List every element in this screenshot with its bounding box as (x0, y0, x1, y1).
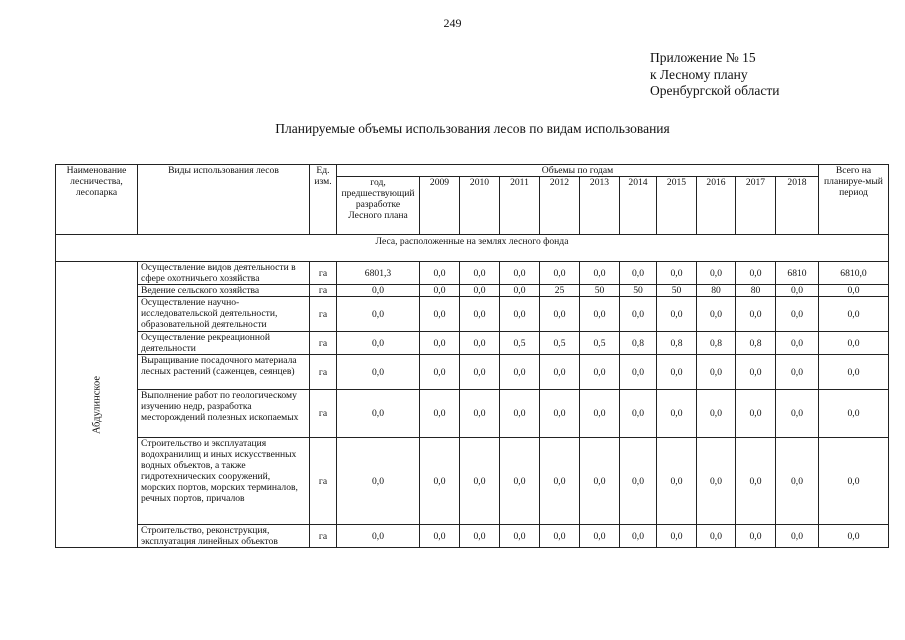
unit-cell: га (310, 297, 337, 332)
year-value: 0,0 (736, 355, 776, 390)
page-number: 249 (443, 16, 462, 30)
year-value: 0,0 (420, 390, 460, 438)
unit-cell: га (310, 285, 337, 297)
year-value: 0,0 (620, 355, 657, 390)
unit-cell: га (310, 262, 337, 285)
year-value: 0,0 (460, 285, 500, 297)
year-value: 0,5 (500, 332, 540, 355)
appendix-line-1: Приложение № 15 (650, 50, 756, 65)
year-value: 0,0 (736, 262, 776, 285)
year-value: 80 (697, 285, 736, 297)
year-value: 0,0 (736, 390, 776, 438)
year-value: 80 (736, 285, 776, 297)
year-value: 0,0 (420, 297, 460, 332)
header-year: 2010 (460, 177, 500, 235)
unit-cell: га (310, 438, 337, 525)
year-value: 0,0 (500, 525, 540, 548)
year-value: 0,0 (620, 297, 657, 332)
year-value: 0,0 (697, 390, 736, 438)
year-value: 0,0 (776, 355, 819, 390)
usage-type-cell: Осуществление рекреационной деятельности (138, 332, 310, 355)
year-value: 50 (657, 285, 697, 297)
table-row (56, 438, 889, 525)
header-year: 2012 (540, 177, 580, 235)
header-year: 2014 (620, 177, 657, 235)
appendix-line-2: к Лесному плану (650, 66, 748, 82)
year-value: 0,0 (540, 262, 580, 285)
unit-cell: га (310, 332, 337, 355)
year-value: 0,0 (580, 262, 620, 285)
total-value: 0,0 (819, 332, 889, 355)
table-row (56, 332, 889, 355)
year-value: 0,8 (657, 332, 697, 355)
year-value: 50 (580, 285, 620, 297)
header-usage-type: Виды использования лесов (138, 165, 310, 235)
forestry-name-cell (56, 262, 138, 548)
year-value: 0,0 (580, 355, 620, 390)
prev-year-value: 0,0 (337, 332, 420, 355)
year-value: 0,0 (500, 390, 540, 438)
header-prev-year: год, предшествующий разработке Лесного плана (337, 177, 420, 235)
unit-cell: га (310, 390, 337, 438)
usage-type-cell: Выполнение работ по геологическому изучению недр, разработка месторождений полезных ископаемых (138, 390, 310, 438)
year-value: 0,0 (697, 355, 736, 390)
header-total: Всего на планируе-мый период (819, 165, 889, 235)
year-value: 0,0 (500, 355, 540, 390)
year-value: 0,0 (776, 332, 819, 355)
year-value: 0,0 (540, 355, 580, 390)
year-value: 0,0 (580, 438, 620, 525)
total-value: 6810,0 (819, 262, 889, 285)
year-value: 0,0 (420, 355, 460, 390)
year-value: 0,0 (460, 262, 500, 285)
year-value: 0,0 (500, 262, 540, 285)
year-value: 0,0 (420, 525, 460, 548)
usage-type-cell: Осуществление видов деятельности в сфере охотничьего хозяйства (138, 262, 310, 285)
year-value: 0,0 (540, 525, 580, 548)
unit-cell: га (310, 525, 337, 548)
year-value: 0,0 (736, 438, 776, 525)
forestry-name: Абдулинское (91, 375, 102, 434)
year-value: 0,0 (697, 262, 736, 285)
year-value: 0,0 (420, 332, 460, 355)
prev-year-value: 0,0 (337, 525, 420, 548)
prev-year-value: 0,0 (337, 355, 420, 390)
year-value: 0,0 (620, 438, 657, 525)
table-row (56, 355, 889, 390)
year-value: 0,0 (776, 297, 819, 332)
header-year: 2018 (776, 177, 819, 235)
table-row (56, 297, 889, 332)
year-value: 0,0 (460, 390, 500, 438)
total-value: 0,0 (819, 438, 889, 525)
table-row (56, 390, 889, 438)
usage-type-cell: Строительство и эксплуатация водохранилищ и иных искусственных водных объектов, а также гидротехнических сооружений, морских портов, морских терминалов, речных портов, причалов (138, 438, 310, 525)
year-value: 0,0 (540, 297, 580, 332)
total-value: 0,0 (819, 285, 889, 297)
year-value: 0,0 (657, 390, 697, 438)
year-value: 0,0 (776, 438, 819, 525)
year-value: 0,0 (540, 390, 580, 438)
year-value: 0,0 (620, 390, 657, 438)
year-value: 0,0 (460, 355, 500, 390)
year-value: 0,5 (540, 332, 580, 355)
year-value: 0,0 (697, 297, 736, 332)
year-value: 0,0 (580, 297, 620, 332)
year-value: 0,0 (460, 332, 500, 355)
year-value: 50 (620, 285, 657, 297)
year-value: 0,0 (697, 438, 736, 525)
year-value: 0,0 (620, 525, 657, 548)
year-value: 0,0 (580, 390, 620, 438)
year-value: 0,0 (776, 390, 819, 438)
year-value: 0,0 (620, 262, 657, 285)
total-value: 0,0 (819, 525, 889, 548)
header-year: 2009 (420, 177, 460, 235)
total-value: 0,0 (819, 297, 889, 332)
table-row (56, 285, 889, 297)
year-value: 0,0 (697, 525, 736, 548)
year-value: 0,5 (580, 332, 620, 355)
header-year: 2016 (697, 177, 736, 235)
year-value: 25 (540, 285, 580, 297)
forest-usage-table (55, 164, 889, 548)
year-value: 0,0 (776, 525, 819, 548)
total-value: 0,0 (819, 390, 889, 438)
prev-year-value: 0,0 (337, 390, 420, 438)
usage-type-cell: Строительство, реконструкция, эксплуатация линейных объектов (138, 525, 310, 548)
year-value: 0,0 (420, 262, 460, 285)
year-value: 0,8 (620, 332, 657, 355)
header-year: 2013 (580, 177, 620, 235)
year-value: 0,0 (540, 438, 580, 525)
year-value: 0,0 (657, 438, 697, 525)
year-value: 0,0 (460, 438, 500, 525)
header-year: 2017 (736, 177, 776, 235)
table-row (56, 262, 889, 285)
year-value: 6810 (776, 262, 819, 285)
year-value: 0,0 (657, 355, 697, 390)
year-value: 0,0 (500, 438, 540, 525)
year-value: 0,0 (657, 525, 697, 548)
section-heading: Леса, расположенные на землях лесного фонда (56, 235, 889, 262)
year-value: 0,0 (460, 525, 500, 548)
header-year: 2015 (657, 177, 697, 235)
year-value: 0,0 (657, 262, 697, 285)
header-forestry: Наименование лесничества, лесопарка (56, 165, 138, 235)
table-row (56, 525, 889, 548)
usage-type-cell: Ведение сельского хозяйства (138, 285, 310, 297)
year-value: 0,0 (776, 285, 819, 297)
year-value: 0,0 (420, 438, 460, 525)
year-value: 0,0 (580, 525, 620, 548)
usage-type-cell: Выращивание посадочного материала лесных растений (саженцев, сеянцев) (138, 355, 310, 390)
prev-year-value: 6801,3 (337, 262, 420, 285)
header-year: 2011 (500, 177, 540, 235)
year-value: 0,0 (736, 297, 776, 332)
prev-year-value: 0,0 (337, 297, 420, 332)
year-value: 0,0 (500, 285, 540, 297)
appendix-line-3: Оренбургской области (650, 83, 780, 98)
total-value: 0,0 (819, 355, 889, 390)
year-value: 0,0 (460, 297, 500, 332)
unit-cell: га (310, 355, 337, 390)
year-value: 0,8 (697, 332, 736, 355)
header-volumes-by-year: Объемы по годам (337, 165, 819, 177)
document-title: Планируемые объемы использования лесов по видам использования (275, 121, 670, 136)
year-value: 0,0 (736, 525, 776, 548)
appendix-note (650, 50, 779, 100)
prev-year-value: 0,0 (337, 285, 420, 297)
year-value: 0,8 (736, 332, 776, 355)
year-value: 0,0 (500, 297, 540, 332)
usage-type-cell: Осуществление научно-исследовательской деятельности, образовательной деятельности (138, 297, 310, 332)
year-value: 0,0 (657, 297, 697, 332)
prev-year-value: 0,0 (337, 438, 420, 525)
year-value: 0,0 (420, 285, 460, 297)
header-unit: Ед. изм. (310, 165, 337, 235)
